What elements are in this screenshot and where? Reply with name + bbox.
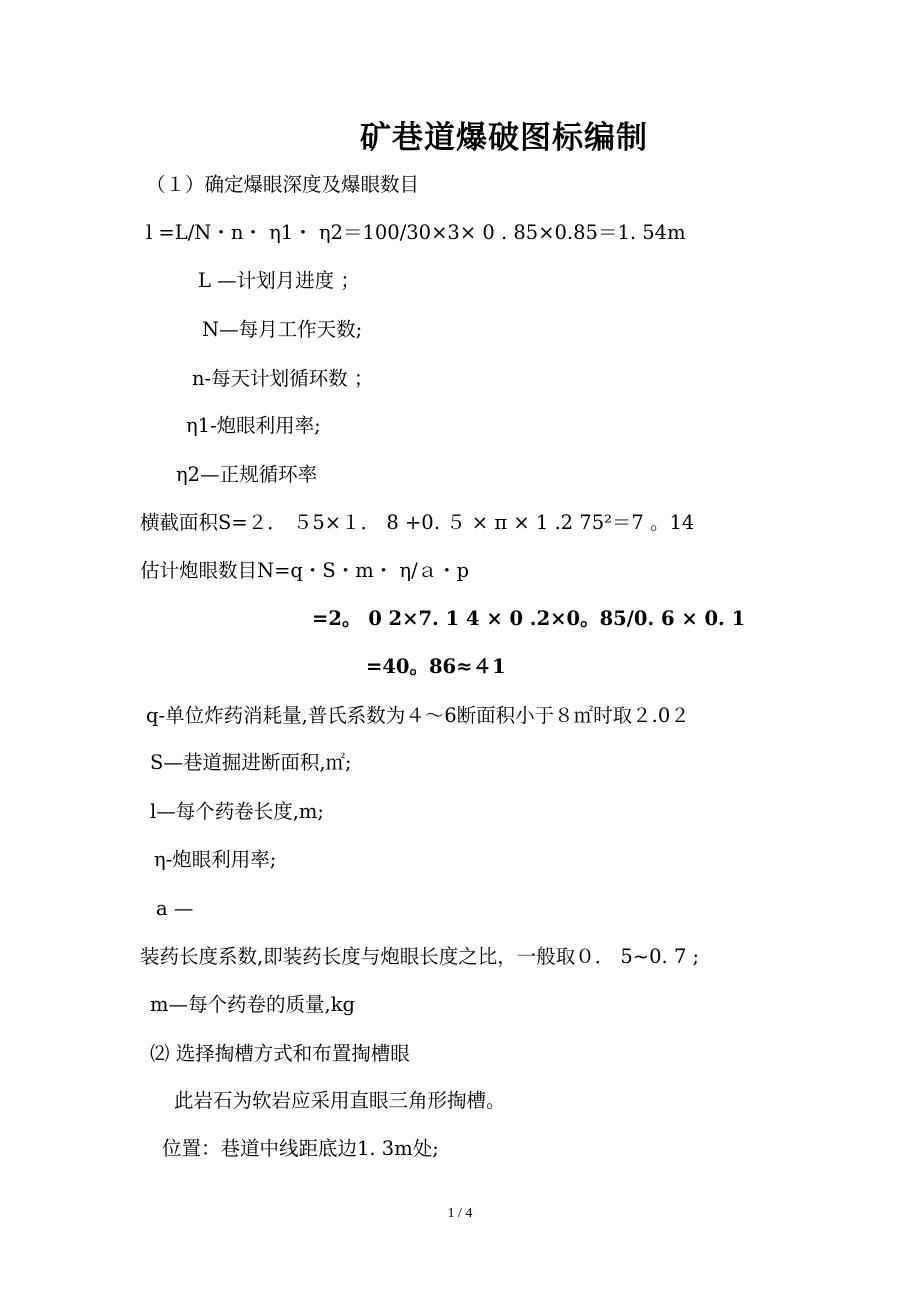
definition-eta1: η1-炮眼利用率;	[186, 414, 321, 437]
formula-cross-section-area: 横截面积S=２． ５5×１． 8 +0. ５ × π × 1 .2 75²＝7 。14	[140, 511, 695, 534]
section-heading-1: （１）确定爆眼深度及爆眼数目	[146, 173, 420, 196]
definition-n: n-每天计划循环数 ；	[192, 367, 374, 390]
page-number: 1 / 4	[447, 1206, 473, 1221]
paragraph-cut-method: 此岩石为软岩应采用直眼三角形掏槽。	[174, 1089, 506, 1112]
definition-L: L —计划月进度 ；	[198, 269, 360, 292]
definition-q: q-单位炸药消耗量,普氏系数为４～6断面积小于８㎡时取２.0２	[146, 704, 690, 727]
formula-hole-count-result: =40。86≈４1	[366, 655, 506, 678]
definition-m: m—每个药卷的质量,kg	[150, 993, 355, 1016]
definition-eta2: η2—正规循环率	[176, 463, 318, 486]
formula-hole-count: 估计炮眼数目N=q・S・m・ η/ａ・p	[140, 559, 470, 582]
definition-a-label: a —	[156, 897, 194, 920]
definition-S: S—巷道掘进断面积,㎡;	[150, 751, 352, 774]
formula-blast-depth: l =L/N・n・ η1・ η2＝100/30×3× 0 . 85×0.85＝1. 54m	[146, 221, 686, 244]
formula-hole-count-calc: =2。 0 2×7. 1 4 × 0 .2×0。85/0. 6 × 0. 1	[312, 607, 746, 630]
paragraph-position: 位置：巷道中线距底边1. 3m处;	[162, 1137, 439, 1160]
definition-N: N—每月工作天数;	[202, 318, 363, 341]
definition-a-text: 装药长度系数,即装药长度与炮眼长度之比，一般取０． 5~0. 7 ;	[140, 945, 700, 968]
section-heading-2: ⑵ 选择掏槽方式和布置掏槽眼	[150, 1042, 410, 1065]
definition-eta: η-炮眼利用率;	[154, 848, 277, 871]
definition-l: l—每个药卷长度,m;	[150, 800, 324, 823]
document-title: 矿巷道爆破图标编制	[360, 120, 648, 156]
